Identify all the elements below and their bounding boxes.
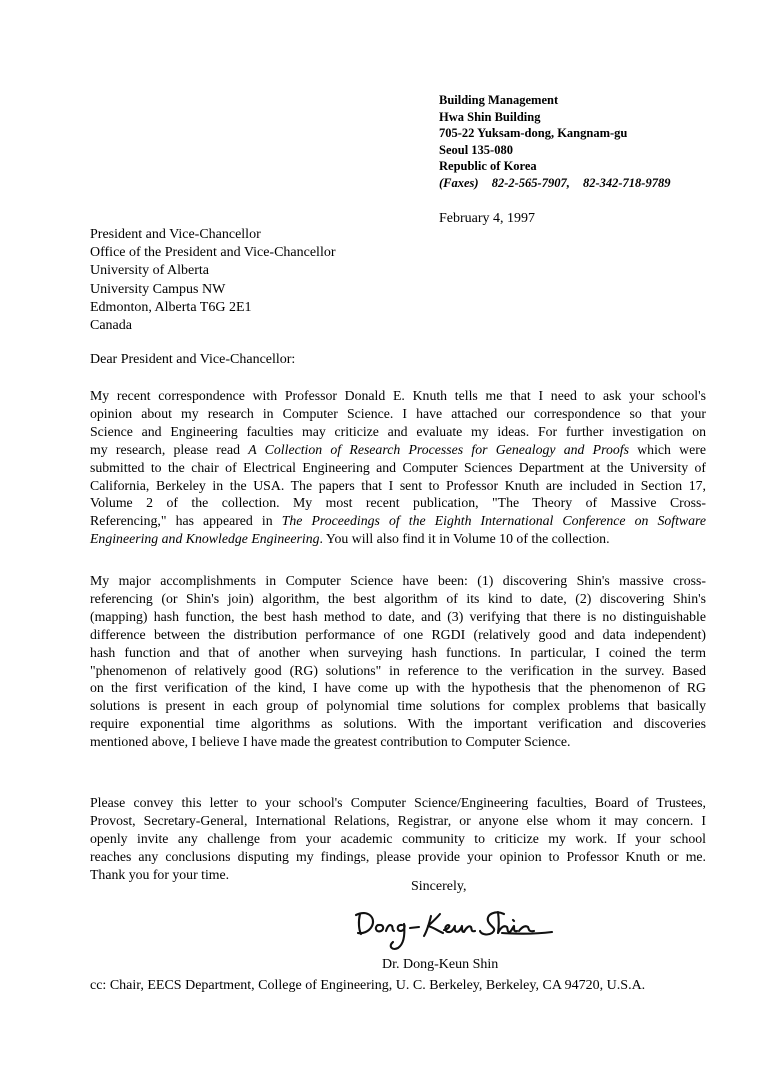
text-segment: Science and Engineering faculties may criticize and evaluate my ideas. For further investigation on — [90, 423, 706, 439]
text-segment: opinion about my research in Computer Science. I have attached our correspondence so that your — [90, 405, 706, 421]
paragraph-line: difference between the distribution performance of one RGDI (relatively good and data independent) — [90, 626, 706, 642]
text-segment: Referencing," has appeared in — [90, 513, 282, 529]
paragraph-line — [90, 441, 706, 459]
paragraph-line: referencing (or Shin's join) algorithm, the best algorithm of its kind to date, (2) discovering Shin's — [90, 590, 706, 606]
paragraph-line: mentioned above, I believe I have made the greatest contribution to Computer Science. — [90, 734, 571, 750]
recipient-line: Canada — [90, 318, 132, 334]
fax-label: (Faxes) — [439, 175, 479, 190]
paragraph-line — [90, 530, 706, 548]
paragraph-line — [90, 405, 706, 423]
paragraph-line: Thank you for your time. — [90, 866, 230, 882]
handwritten-signature — [352, 900, 572, 952]
sender-line: Building Management — [439, 93, 559, 107]
paragraph-line: Provost, Secretary-General, International Relations, Registrar, or anyone else whom it may concern. I — [90, 812, 706, 828]
text-segment: submitted to the chair of Electrical Engineering and Computer Sciences Department at the University of — [90, 459, 706, 475]
sender-line: Seoul 135-080 — [439, 142, 513, 157]
paragraph-line — [90, 459, 706, 477]
paragraph-line — [90, 512, 706, 530]
salutation: Dear President and Vice-Chancellor: — [90, 352, 296, 367]
text-segment: my research, please read — [90, 441, 249, 457]
paragraph-line: require exponential time algorithms as solutions. With the important verification and discoveries — [90, 716, 706, 732]
paragraph-line — [90, 387, 706, 405]
fax-number: 82-2-565-7907, — [491, 175, 570, 190]
cc-line: cc: Chair, EECS Department, College of Engineering, U. C. Berkeley, Berkeley, CA 94720, U.S.A. — [90, 978, 646, 993]
paragraph-line: Please convey this letter to your school's Computer Science/Engineering faculties, Board of Trustees, — [90, 795, 706, 810]
body-paragraph-1 — [90, 387, 706, 548]
letter-date: February 4, 1997 — [439, 211, 536, 226]
paragraph-line — [90, 494, 706, 512]
recipient-address-block — [90, 226, 336, 335]
paragraph-line: "phenomenon of relatively good (RG) solutions" in reference to the verification in the survey. Based — [90, 662, 706, 678]
paragraph-line — [90, 423, 706, 441]
signatory-name: Dr. Dong-Keun Shin — [382, 957, 499, 972]
paragraph-line: (mapping) hash function, the best hash method to date, and (3) verifying that there is no distinguishable — [90, 608, 706, 624]
recipient-line: University Campus NW — [90, 281, 226, 297]
paragraph-line: on the first verification of the kind, I have come up with the hypothesis that the phenomenon of RG — [90, 680, 706, 696]
recipient-line: President and Vice-Chancellor — [90, 227, 261, 242]
paragraph-line — [90, 477, 706, 495]
text-segment: My recent correspondence with Professor Donald E. Knuth tells me that I need to ask your school's — [90, 388, 706, 403]
paragraph-line: My major accomplishments in Computer Science have been: (1) discovering Shin's massive cross- — [90, 573, 706, 588]
sender-line: Hwa Shin Building — [439, 109, 541, 124]
recipient-line: Office of the President and Vice-Chancellor — [90, 245, 336, 261]
recipient-line: University of Alberta — [90, 263, 209, 279]
paragraph-line: reaches any conclusions disputing my findings, please provide your opinion to Professor Knuth or me. — [90, 848, 706, 864]
sender-line: 705-22 Yuksam-dong, Kangnam-gu — [439, 126, 628, 141]
italic-title-text: Engineering and Knowledge Engineering — [90, 531, 320, 547]
paragraph-line: solutions is present in each group of polynomial time solutions for complex problems that basically — [90, 698, 706, 714]
paragraph-line: hash function and that of another when surveying hash functions. In particular, I coined the term — [90, 644, 706, 660]
text-segment: . You will also find it in Volume 10 of the collection. — [319, 531, 610, 547]
sender-line: Republic of Korea — [439, 159, 537, 174]
text-segment: Volume 2 of the collection. My most recent publication, "The Theory of Massive Cross- — [90, 495, 706, 511]
italic-title-text: A Collection of Research Processes for Genealogy and Proofs — [248, 441, 629, 457]
body-paragraph-2 — [90, 572, 706, 751]
sender-address-block — [439, 92, 670, 192]
body-paragraph-3 — [90, 794, 706, 884]
paragraph-line: openly invite any challenge from your academic community to criticize my work. If your school — [90, 830, 706, 846]
italic-title-text: The Proceedings of the Eighth International Conference on Software — [281, 513, 706, 529]
text-segment: California, Berkeley in the USA. The papers that I sent to Professor Knuth are included in Section 17, — [90, 477, 706, 493]
recipient-line: Edmonton, Alberta T6G 2E1 — [90, 299, 252, 315]
sender-fax-line — [439, 175, 670, 192]
fax-number: 82-342-718-9789 — [582, 175, 671, 190]
closing: Sincerely, — [411, 879, 467, 894]
text-segment: which were — [628, 441, 706, 457]
